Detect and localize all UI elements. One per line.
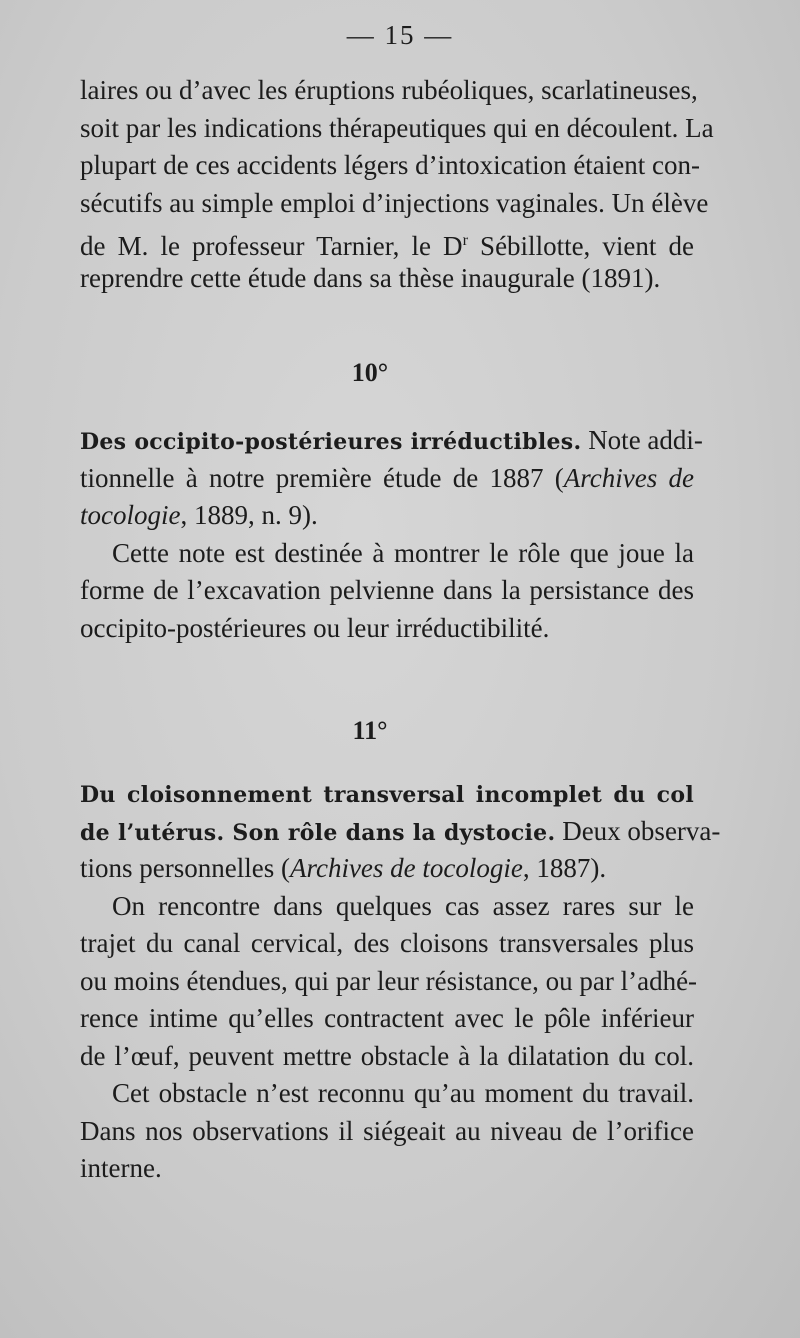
text-line: laires ou d’avec les éruptions rubéoliques, scarlatineuses, <box>80 75 698 105</box>
text-line: On rencontre dans quelques cas assez rares sur le <box>112 890 694 921</box>
journal-title: tocologie <box>80 500 181 530</box>
section-number-11: 11° <box>352 716 388 745</box>
journal-title: Archives de <box>563 462 694 493</box>
text-line: tocologie, 1889, n. 9). <box>80 500 318 530</box>
text-line: soit par les indications thérapeutiques qui en découlent. La <box>80 112 714 143</box>
text-line: Cette note est destinée à montrer le rôle que joue la <box>112 537 694 568</box>
section-11 <box>80 775 721 1188</box>
section-title: de l’utérus. Son rôle dans la dystocie. <box>80 819 556 846</box>
text-line: interne. <box>80 1153 162 1183</box>
text-line: Dans nos observations il siégeait au niveau de l’orifice <box>80 1115 694 1146</box>
text-line: forme de l’excavation pelvienne dans la persistance des <box>80 575 694 605</box>
section-title: Du cloisonnement transversal incomplet du col <box>80 782 694 808</box>
text-line: tionnelle à notre première étude de 1887 (Archives de <box>80 462 694 493</box>
page-number: — 15 — <box>346 20 454 50</box>
paragraph-intro <box>80 72 714 297</box>
text-line: tions personnelles (Archives de tocologie, 1887). <box>80 853 607 883</box>
journal-title: Archives de tocologie <box>289 853 523 883</box>
text-line: de l’œuf, peuvent mettre obstacle à la dilatation du col. <box>80 1040 694 1071</box>
section-heading-line: de l’utérus. Son rôle dans la dystocie. Deux observa- <box>80 815 721 846</box>
section-title: Des occipito-postérieures irréductibles. <box>80 429 582 455</box>
text-line: de M. le professeur Tarnier, le $D^r$ Sébillotte, vient de <box>80 231 694 261</box>
section-heading-line: Des occipito-postérieures irréductibles. Note addi- <box>80 425 703 455</box>
text-line: sécutifs au simple emploi d’injections vaginales. Un élève <box>80 187 709 218</box>
text-line: trajet du canal cervical, des cloisons transversales plus <box>80 928 694 958</box>
text-line: Cet obstacle n’est reconnu qu’au moment du travail. <box>112 1078 694 1108</box>
superscript: r <box>462 231 468 249</box>
text-line: rence intime qu’elles contractent avec le pôle inférieur <box>80 1003 694 1033</box>
text-line: ou moins étendues, qui par leur résistance, ou par l’adhé- <box>80 965 698 996</box>
section-10 <box>80 422 703 647</box>
text-line: reprendre cette étude dans sa thèse inaugurale (1891). <box>80 262 661 293</box>
section-heading-line <box>80 775 694 813</box>
text-line: plupart de ces accidents légers d’intoxication étaient con- <box>80 150 700 180</box>
section-number-10: 10° <box>351 358 389 387</box>
text-line: occipito-postérieures ou leur irréductibilité. <box>80 612 550 643</box>
